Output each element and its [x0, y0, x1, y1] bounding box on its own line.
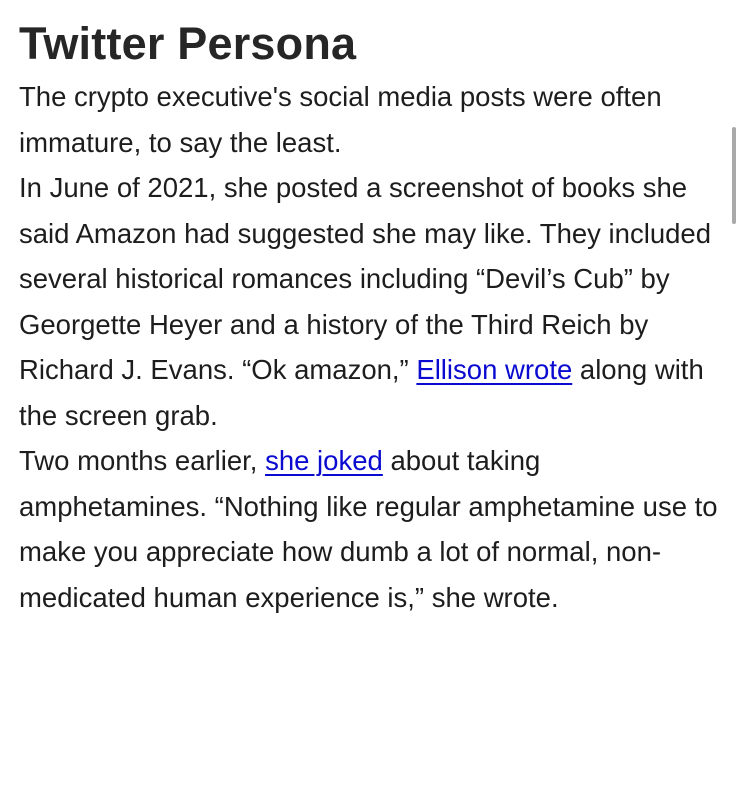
section-heading: Twitter Persona: [19, 18, 357, 69]
paragraph-text: Two months earlier,: [19, 445, 266, 476]
she-joked-link[interactable]: she joked: [265, 445, 383, 476]
paragraph-amphetamine-post: [19, 438, 719, 620]
paragraph-amazon-post: [19, 165, 719, 438]
paragraph-text: along with the screen grab.: [19, 354, 704, 431]
article: [19, 14, 719, 620]
paragraph-intro: The crypto executive's social media posts were often immature, to say the least.: [19, 81, 662, 158]
scrollbar-thumb[interactable]: [732, 127, 736, 224]
paragraph-text: In June of 2021, she posted a screenshot of books she said Amazon had suggested she may like. They included several historical romances including “Devil’s Cub” by Georgette Heyer and a history of the Third Reich by Richard J. Evans. “Ok amazon,”: [19, 172, 711, 385]
ellison-wrote-link[interactable]: Ellison wrote: [416, 354, 573, 385]
paragraph-text: about taking amphetamines. “Nothing like regular amphetamine use to make you appreciate how dumb a lot of normal, non-medicated human experience is,” she wrote.: [19, 445, 718, 613]
